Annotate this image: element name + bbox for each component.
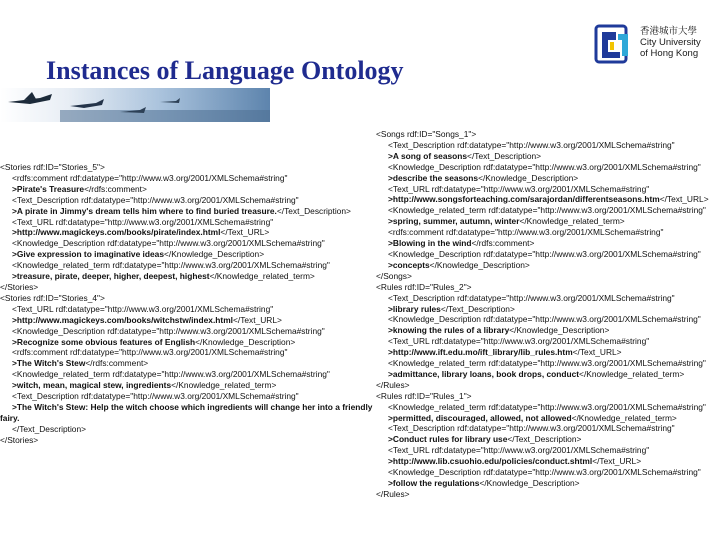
code-value: >http://www.magickeys.com/books/witchstw/index.html [12, 314, 233, 325]
code-markup: <Rules rdf:ID="Rules_1"> [376, 390, 472, 401]
code-value: >Pirate's Treasure [12, 183, 85, 194]
code-markup: <rdfs:comment rdf:datatype="http://www.w3.org/2001/XMLSchema#string" [12, 172, 288, 183]
code-line [376, 445, 709, 456]
code-value: >Conduct rules for library use [388, 434, 508, 445]
code-value: >http://www.lib.csuohio.edu/policies/conduct.shtml [388, 456, 593, 467]
code-line [376, 347, 709, 358]
code-markup: <Text_URL rdf:datatype="http://www.w3.org/2001/XMLSchema#string" [388, 336, 650, 347]
code-closing-tag: </Knowledge_Description> [478, 172, 579, 183]
code-line [0, 402, 372, 413]
code-line [0, 380, 372, 391]
code-line [376, 336, 709, 347]
code-line [0, 358, 372, 369]
code-markup: <Knowledge_Description rdf:datatype="http://www.w3.org/2001/XMLSchema#string" [388, 248, 701, 259]
code-value: >A song of seasons [388, 150, 468, 161]
code-closing-tag: </Text_URL> [659, 194, 709, 205]
code-markup: </Rules> [376, 488, 410, 499]
code-line [0, 249, 372, 260]
code-closing-tag: </Text_URL> [592, 456, 642, 467]
code-value: >spring, summer, autumn, winter [388, 216, 520, 227]
code-markup: </Stories> [0, 281, 39, 292]
code-markup: <Knowledge_related_term rdf:datatype="http://www.w3.org/2001/XMLSchema#string" [12, 260, 330, 271]
code-line [376, 489, 709, 500]
university-name-line1: City University [640, 37, 701, 48]
code-line [0, 227, 372, 238]
code-markup: </Stories> [0, 434, 39, 445]
code-line [0, 282, 372, 293]
code-line [376, 140, 709, 151]
code-line [376, 260, 709, 271]
code-closing-tag: </Knowledge_related_term> [209, 271, 315, 282]
code-line [376, 369, 709, 380]
code-markup: <Knowledge_related_term rdf:datatype="http://www.w3.org/2001/XMLSchema#string" [388, 401, 706, 412]
code-value: >http://www.songsforteaching.com/sarajordan/differentseasons.htm [388, 194, 660, 205]
code-markup: <Text_Description rdf:datatype="http://www.w3.org/2001/XMLSchema#string" [12, 391, 299, 402]
code-line [376, 314, 709, 325]
code-markup: <Knowledge_Description rdf:datatype="http://www.w3.org/2001/XMLSchema#string" [388, 467, 701, 478]
code-line [376, 467, 709, 478]
code-markup: <Text_Description rdf:datatype="http://www.w3.org/2001/XMLSchema#string" [388, 139, 675, 150]
code-line [0, 391, 372, 402]
code-line [376, 282, 709, 293]
code-closing-tag: </Text_Description> [276, 205, 351, 216]
code-value: >Give expression to imaginative ideas [12, 249, 164, 260]
code-line [376, 304, 709, 315]
code-value: >describe the seasons [388, 172, 479, 183]
code-markup: <Text_Description rdf:datatype="http://www.w3.org/2001/XMLSchema#string" [388, 423, 675, 434]
code-markup: </Text_Description> [12, 423, 87, 434]
code-line [0, 424, 372, 435]
code-line [376, 194, 709, 205]
code-line [376, 249, 709, 260]
code-line [376, 184, 709, 195]
code-line [376, 423, 709, 434]
code-line [376, 478, 709, 489]
code-value: >knowing the rules of a library [388, 325, 510, 336]
code-markup: <Knowledge_Description rdf:datatype="http://www.w3.org/2001/XMLSchema#string" [388, 314, 701, 325]
code-value: >treasure, pirate, deeper, higher, deepest, highest [12, 271, 210, 282]
code-line [376, 391, 709, 402]
code-closing-tag: </Text_Description> [467, 150, 542, 161]
code-line [376, 434, 709, 445]
code-closing-tag: </Knowledge_related_term> [171, 380, 277, 391]
code-closing-tag: </rdfs:comment> [85, 358, 149, 369]
stories-rdf-code [0, 162, 372, 446]
code-closing-tag: </Knowledge_related_term> [571, 412, 677, 423]
code-line [0, 369, 372, 380]
university-name-line2: of Hong Kong [640, 48, 699, 59]
code-line [0, 315, 372, 326]
cityu-logo-icon [594, 22, 634, 66]
code-closing-tag: </rdfs:comment> [84, 183, 147, 194]
code-value: >concepts [388, 259, 430, 270]
code-closing-tag: </Text_URL> [232, 314, 282, 325]
code-line [0, 435, 372, 446]
code-line [376, 271, 709, 282]
code-line [0, 184, 372, 195]
code-line [0, 217, 372, 228]
code-markup: <Text_URL rdf:datatype="http://www.w3.org/2001/XMLSchema#string" [388, 183, 650, 194]
code-line [0, 347, 372, 358]
code-line [0, 173, 372, 184]
code-value: >admittance, library loans, book drops, conduct [388, 368, 580, 379]
code-line [0, 195, 372, 206]
code-line [0, 260, 372, 271]
code-line [376, 205, 709, 216]
code-markup: <Rules rdf:ID="Rules_2"> [376, 281, 472, 292]
code-line [0, 293, 372, 304]
code-line [0, 326, 372, 337]
code-line [376, 216, 709, 227]
code-markup: <Knowledge_related_term rdf:datatype="http://www.w3.org/2001/XMLSchema#string" [388, 358, 706, 369]
code-line [376, 456, 709, 467]
university-logo [594, 20, 714, 68]
slide-title: Instances of Language Ontology [46, 56, 404, 85]
code-markup: <Knowledge_related_term rdf:datatype="http://www.w3.org/2001/XMLSchema#string" [12, 369, 330, 380]
code-line [376, 293, 709, 304]
code-value: >http://www.magickeys.com/books/pirate/index.html [12, 227, 221, 238]
code-markup: <Text_Description rdf:datatype="http://www.w3.org/2001/XMLSchema#string" [12, 194, 299, 205]
code-line [0, 271, 372, 282]
code-value: >witch, mean, magical stew, ingredients [12, 380, 172, 391]
aircraft-banner-image [0, 88, 270, 122]
code-markup: <Knowledge_Description rdf:datatype="http://www.w3.org/2001/XMLSchema#string" [12, 238, 325, 249]
code-line [376, 173, 709, 184]
code-line [376, 129, 709, 140]
code-value: >Recognize some obvious features of English [12, 336, 196, 347]
code-closing-tag: </Text_Description> [507, 434, 582, 445]
code-closing-tag: </Text_URL> [572, 347, 622, 358]
code-closing-tag: </Knowledge_related_term> [579, 368, 685, 379]
code-value: >Blowing in the wind [388, 238, 472, 249]
code-value: >http://www.ift.edu.mo/ift_library/lib_rules.htm [388, 347, 573, 358]
code-closing-tag: </Knowledge_related_term> [519, 216, 625, 227]
code-value: >library rules [388, 303, 441, 314]
code-line [0, 206, 372, 217]
code-closing-tag: </Knowledge_Description> [195, 336, 296, 347]
code-line [376, 162, 709, 173]
code-line [376, 325, 709, 336]
code-line [0, 413, 372, 424]
code-line [376, 227, 709, 238]
code-markup: <Knowledge_Description rdf:datatype="http://www.w3.org/2001/XMLSchema#string" [12, 325, 325, 336]
code-markup: <rdfs:comment rdf:datatype="http://www.w3.org/2001/XMLSchema#string" [388, 227, 664, 238]
code-closing-tag: </Text_Description> [440, 303, 515, 314]
code-closing-tag: </Knowledge_Description> [163, 249, 265, 260]
code-closing-tag: </Text_URL> [220, 227, 270, 238]
code-markup: <Songs rdf:ID="Songs_1"> [376, 129, 477, 139]
code-markup: <rdfs:comment rdf:datatype="http://www.w3.org/2001/XMLSchema#string" [12, 347, 288, 358]
code-line [376, 413, 709, 424]
code-line [0, 162, 372, 173]
code-markup: <Stories rdf:ID="Stories_4"> [0, 292, 105, 303]
code-markup: <Text_URL rdf:datatype="http://www.w3.org/2001/XMLSchema#string" [12, 216, 274, 227]
code-line [0, 238, 372, 249]
code-markup: <Text_Description rdf:datatype="http://www.w3.org/2001/XMLSchema#string" [388, 292, 675, 303]
code-value: >permitted, discouraged, allowed, not allowed [388, 412, 572, 423]
code-line [376, 238, 709, 249]
code-markup: <Text_URL rdf:datatype="http://www.w3.org/2001/XMLSchema#string" [388, 445, 650, 456]
code-markup: <Knowledge_Description rdf:datatype="http://www.w3.org/2001/XMLSchema#string" [388, 161, 701, 172]
code-line [376, 151, 709, 162]
code-value: >The Witch's Stew: Help the witch choose which ingredients will change her into a friendly [12, 401, 373, 412]
code-line [376, 380, 709, 391]
code-line [0, 337, 372, 348]
university-name-chinese: 香港城市大學 [640, 26, 698, 37]
code-markup: <Knowledge_related_term rdf:datatype="http://www.w3.org/2001/XMLSchema#string" [388, 205, 706, 216]
code-value: >The Witch's Stew [12, 358, 86, 369]
code-markup: <Text_URL rdf:datatype="http://www.w3.org/2001/XMLSchema#string" [12, 303, 274, 314]
code-markup: </Rules> [376, 379, 410, 390]
code-value: fairy. [0, 412, 20, 423]
code-closing-tag: </Knowledge_Description> [429, 259, 530, 270]
code-closing-tag: </Knowledge_Description> [479, 478, 580, 488]
code-markup: <Stories rdf:ID="Stories_5"> [0, 162, 105, 172]
code-line [376, 402, 709, 413]
code-value: >follow the regulations [388, 478, 480, 488]
code-line [376, 358, 709, 369]
songs-rules-rdf-code [376, 129, 709, 500]
code-value: >A pirate in Jimmy's dream tells him where to find buried treasure. [12, 205, 277, 216]
code-closing-tag: </Knowledge_Description> [509, 325, 610, 336]
code-closing-tag: </rdfs:comment> [471, 238, 535, 249]
code-line [0, 304, 372, 315]
code-markup: </Songs> [376, 270, 412, 281]
